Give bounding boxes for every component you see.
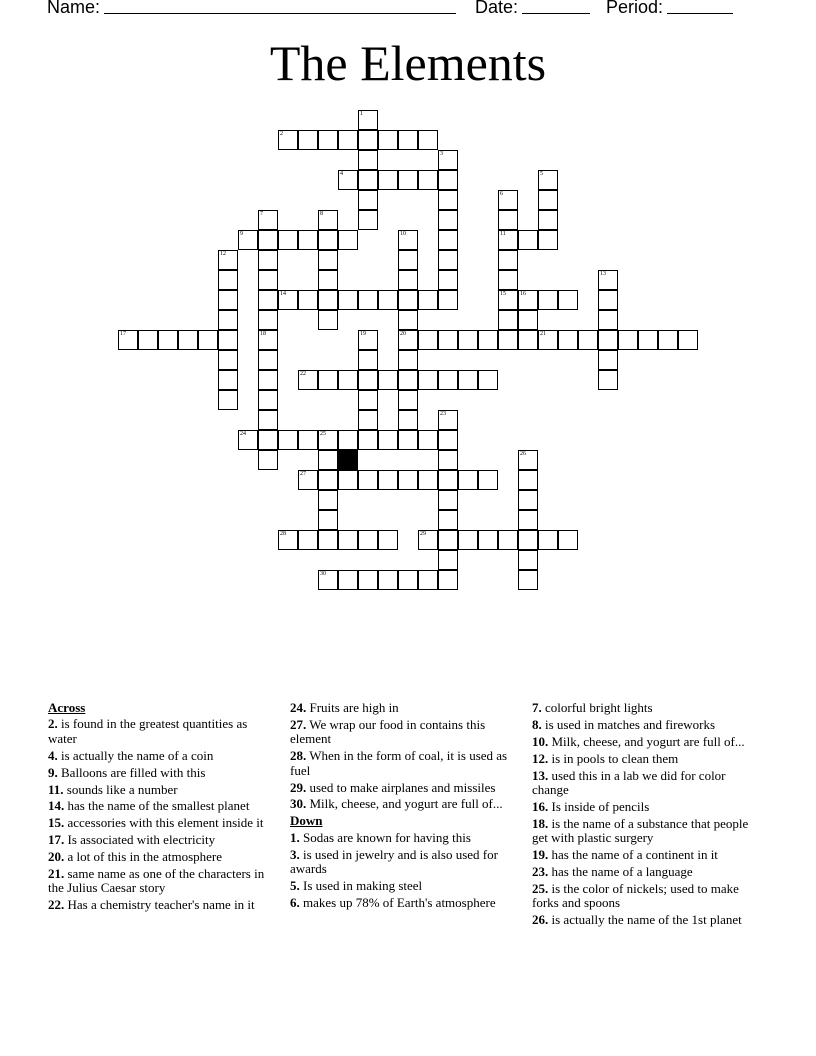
crossword-cell[interactable] (578, 330, 598, 350)
clue-number: 16 (520, 291, 526, 297)
crossword-cell[interactable] (278, 530, 298, 550)
clue-number: 3 (440, 151, 443, 157)
clue-number: 8 (320, 211, 323, 217)
crossword-cell[interactable] (358, 370, 378, 390)
crossword-cell[interactable] (398, 470, 418, 490)
crossword-cell[interactable] (518, 530, 538, 550)
crossword-cell[interactable] (338, 290, 358, 310)
crossword-cell[interactable] (358, 170, 378, 190)
clue-down-5: 5. Is used in making steel (290, 877, 423, 893)
crossword-cell[interactable] (498, 310, 518, 330)
crossword-cell[interactable] (398, 130, 418, 150)
clue-number: 7 (260, 211, 263, 217)
crossword-cell[interactable] (518, 470, 538, 490)
crossword-cell[interactable] (378, 470, 398, 490)
clue-down-3: 3. is used in jewelry and is also used for awards (290, 846, 498, 877)
crossword-cell[interactable] (598, 330, 618, 350)
clue-across-27: 27. We wrap our food in contains this element (290, 716, 486, 747)
crossword-cell[interactable] (598, 350, 618, 370)
crossword-cell[interactable] (538, 230, 558, 250)
clue-number: 23 (440, 411, 446, 417)
clue-number: 27 (300, 471, 306, 477)
crossword-cell[interactable] (378, 570, 398, 590)
crossword-cell[interactable] (358, 130, 378, 150)
crossword-cell[interactable] (458, 370, 478, 390)
crossword-cell[interactable] (538, 190, 558, 210)
crossword-cell[interactable] (438, 530, 458, 550)
clue-across-9: 9. Balloons are filled with this (48, 764, 206, 780)
crossword-cell[interactable] (358, 330, 378, 350)
crossword-cell[interactable] (358, 530, 378, 550)
crossword-cell[interactable] (418, 290, 438, 310)
crossword-cell[interactable] (318, 210, 338, 230)
crossword-cell[interactable] (498, 270, 518, 290)
crossword-cell[interactable] (418, 530, 438, 550)
crossword-cell[interactable] (318, 530, 338, 550)
crossword-cell[interactable] (538, 330, 558, 350)
crossword-cell[interactable] (338, 130, 358, 150)
crossword-cell[interactable] (358, 390, 378, 410)
crossword-cell[interactable] (338, 530, 358, 550)
crossword-cell[interactable] (478, 470, 498, 490)
crossword-cell[interactable] (218, 250, 238, 270)
crossword-cell[interactable] (438, 430, 458, 450)
clue-number: 22 (300, 371, 306, 377)
clue-down-12: 12. is in pools to clean them (532, 750, 679, 766)
crossword-cell[interactable] (438, 170, 458, 190)
crossword-cell[interactable] (378, 130, 398, 150)
crossword-cell[interactable] (498, 330, 518, 350)
crossword-cell[interactable] (458, 330, 478, 350)
clue-number: 2 (280, 131, 283, 137)
crossword-cell[interactable] (338, 370, 358, 390)
clue-down-16: 16. Is inside of pencils (532, 798, 650, 814)
clue-number: 1 (360, 111, 363, 117)
crossword-cell[interactable] (318, 230, 338, 250)
crossword-cell[interactable] (298, 370, 318, 390)
clue-down-23: 23. has the name of a language (532, 864, 693, 880)
crossword-cell[interactable] (518, 510, 538, 530)
clue-column-3 (532, 701, 764, 930)
crossword-cell[interactable] (398, 390, 418, 410)
crossword-cell[interactable] (318, 290, 338, 310)
clue-number: 11 (500, 231, 506, 237)
clue-number: 14 (280, 291, 286, 297)
crossword-cell[interactable] (438, 550, 458, 570)
crossword-cell[interactable] (398, 250, 418, 270)
crossword-cell[interactable] (478, 370, 498, 390)
crossword-cell[interactable] (378, 370, 398, 390)
clue-across-28: 28. When in the form of coal, it is used as fuel (290, 748, 508, 778)
crossword-cell[interactable] (258, 370, 278, 390)
crossword-cell[interactable] (518, 230, 538, 250)
crossword-cell[interactable] (218, 290, 238, 310)
crossword-cell[interactable] (438, 190, 458, 210)
clue-down-10: 10. Milk, cheese, and yogurt are full of... (532, 733, 745, 749)
crossword-cell[interactable] (438, 490, 458, 510)
crossword-cell[interactable] (118, 330, 138, 350)
crossword-cell[interactable] (438, 270, 458, 290)
clue-down-13: 13. used this in a lab we did for color change (532, 767, 726, 798)
crossword-cell[interactable] (398, 410, 418, 430)
crossword-cell[interactable] (458, 530, 478, 550)
clue-across-22: 22. Has a chemistry teacher's name in it (48, 897, 255, 913)
crossword-cell[interactable] (518, 550, 538, 570)
across-heading: Across (48, 700, 86, 715)
crossword-cell[interactable] (258, 450, 278, 470)
clue-number: 21 (540, 331, 546, 337)
crossword-cell[interactable] (178, 330, 198, 350)
crossword-cell[interactable] (358, 110, 378, 130)
crossword-cell[interactable] (218, 310, 238, 330)
crossword-cell[interactable] (438, 290, 458, 310)
crossword-cell[interactable] (318, 450, 338, 470)
crossword-cell[interactable] (258, 230, 278, 250)
crossword-cell[interactable] (278, 290, 298, 310)
crossword-cell[interactable] (498, 230, 518, 250)
crossword-cell[interactable] (298, 290, 318, 310)
clue-column-1 (48, 701, 276, 915)
name-label: Name: (47, 0, 101, 17)
crossword-cell[interactable] (258, 410, 278, 430)
crossword-cell[interactable] (438, 210, 458, 230)
crossword-cell[interactable] (318, 310, 338, 330)
crossword-cell[interactable] (398, 270, 418, 290)
crossword-cell[interactable] (218, 350, 238, 370)
crossword-cell[interactable] (318, 370, 338, 390)
crossword-cell[interactable] (218, 330, 238, 350)
crossword-cell[interactable] (318, 250, 338, 270)
crossword-cell[interactable] (398, 430, 418, 450)
crossword-cell[interactable] (438, 150, 458, 170)
black-square (338, 450, 358, 470)
clue-down-18: 18. is the name of a substance that people get with plastic surgery (532, 815, 749, 846)
crossword-cell[interactable] (258, 290, 278, 310)
crossword-cell[interactable] (438, 410, 458, 430)
crossword-cell[interactable] (598, 270, 618, 290)
clue-down-1: 1. Sodas are known for having this (290, 829, 471, 845)
crossword-cell[interactable] (298, 130, 318, 150)
crossword-cell[interactable] (338, 570, 358, 590)
crossword-cell[interactable] (258, 430, 278, 450)
crossword-cell[interactable] (358, 470, 378, 490)
crossword-cell[interactable] (558, 530, 578, 550)
crossword-cell[interactable] (358, 350, 378, 370)
crossword-cell[interactable] (158, 330, 178, 350)
crossword-cell[interactable] (398, 230, 418, 250)
clue-down-7: 7. colorful bright lights (532, 700, 653, 715)
crossword-cell[interactable] (418, 130, 438, 150)
crossword-cell[interactable] (638, 330, 658, 350)
crossword-cell[interactable] (318, 570, 338, 590)
crossword-cell[interactable] (518, 570, 538, 590)
crossword-cell[interactable] (378, 290, 398, 310)
clue-number: 24 (240, 431, 246, 437)
crossword-cell[interactable] (358, 570, 378, 590)
clue-across-20: 20. a lot of this in the atmosphere (48, 849, 223, 865)
crossword-cell[interactable] (258, 390, 278, 410)
clue-down-19: 19. has the name of a continent in it (532, 847, 718, 863)
crossword-cell[interactable] (498, 250, 518, 270)
crossword-cell[interactable] (298, 530, 318, 550)
clue-across-14: 14. has the name of the smallest planet (48, 798, 250, 814)
crossword-cell[interactable] (318, 270, 338, 290)
crossword-cell[interactable] (538, 290, 558, 310)
clue-number: 9 (240, 231, 243, 237)
crossword-cell[interactable] (258, 270, 278, 290)
crossword-cell[interactable] (258, 210, 278, 230)
clue-number: 10 (400, 231, 406, 237)
clue-across-4: 4. is actually the name of a coin (48, 747, 214, 763)
crossword-cell[interactable] (438, 570, 458, 590)
crossword-cell[interactable] (298, 230, 318, 250)
crossword-cell[interactable] (338, 430, 358, 450)
crossword-cell[interactable] (518, 490, 538, 510)
clue-down-25: 25. is the color of nickels; used to make forks and spoons (532, 880, 739, 911)
crossword-cell[interactable] (338, 170, 358, 190)
crossword-cell[interactable] (478, 330, 498, 350)
crossword-cell[interactable] (418, 570, 438, 590)
clue-across-11: 11. sounds like a number (48, 781, 178, 797)
clue-across-21: 21. same name as one of the characters in the Julius Caesar story (48, 866, 265, 896)
crossword-cell[interactable] (218, 270, 238, 290)
clue-across-15: 15. accessories with this element inside it (48, 815, 264, 831)
clue-number: 4 (340, 171, 343, 177)
crossword-cell[interactable] (258, 250, 278, 270)
clue-number: 26 (520, 451, 526, 457)
clue-number: 17 (120, 331, 126, 337)
crossword-cell[interactable] (418, 470, 438, 490)
crossword-cell[interactable] (358, 190, 378, 210)
crossword-cell[interactable] (218, 390, 238, 410)
crossword-cell[interactable] (298, 470, 318, 490)
crossword-cell[interactable] (278, 430, 298, 450)
crossword-cell[interactable] (538, 170, 558, 190)
crossword-cell[interactable] (398, 370, 418, 390)
crossword-cell[interactable] (618, 330, 638, 350)
crossword-cell[interactable] (218, 370, 238, 390)
crossword-cell[interactable] (398, 290, 418, 310)
crossword-cell[interactable] (358, 150, 378, 170)
crossword-cell[interactable] (398, 330, 418, 350)
clue-number: 25 (320, 431, 326, 437)
crossword-cell[interactable] (318, 510, 338, 530)
crossword-cell[interactable] (558, 330, 578, 350)
down-heading: Down (290, 813, 323, 829)
crossword-cell[interactable] (318, 470, 338, 490)
crossword-cell[interactable] (298, 430, 318, 450)
clue-number: 15 (500, 291, 506, 297)
crossword-cell[interactable] (358, 430, 378, 450)
crossword-cell[interactable] (658, 330, 678, 350)
crossword-cell[interactable] (398, 310, 418, 330)
crossword-cell[interactable] (478, 530, 498, 550)
crossword-cell[interactable] (538, 530, 558, 550)
clue-down-8: 8. is used in matches and fireworks (532, 716, 716, 732)
clue-across-30: 30. Milk, cheese, and yogurt are full of... (290, 796, 503, 812)
crossword-cell[interactable] (278, 130, 298, 150)
crossword-cell[interactable] (438, 470, 458, 490)
crossword-cell[interactable] (438, 450, 458, 470)
clue-across-17: 17. Is associated with electricity (48, 832, 216, 848)
crossword-cell[interactable] (678, 330, 698, 350)
clue-number: 12 (220, 251, 226, 257)
crossword-cell[interactable] (378, 170, 398, 190)
crossword-cell[interactable] (398, 570, 418, 590)
crossword-cell[interactable] (358, 410, 378, 430)
clue-number: 19 (360, 331, 366, 337)
crossword-cell[interactable] (518, 330, 538, 350)
crossword-cell[interactable] (338, 230, 358, 250)
crossword-cell[interactable] (518, 290, 538, 310)
clue-number: 29 (420, 531, 426, 537)
crossword-cell[interactable] (418, 170, 438, 190)
clue-across-24: 24. Fruits are high in (290, 700, 399, 715)
crossword-cell[interactable] (358, 290, 378, 310)
clue-down-26: 26. is actually the name of the 1st planet (532, 912, 742, 928)
crossword-cell[interactable] (558, 290, 578, 310)
crossword-cell[interactable] (418, 430, 438, 450)
crossword-cell[interactable] (318, 430, 338, 450)
crossword-cell[interactable] (258, 310, 278, 330)
crossword-cell[interactable] (358, 210, 378, 230)
clue-number: 30 (320, 571, 326, 577)
crossword-cell[interactable] (338, 470, 358, 490)
period-label: Period: (606, 0, 664, 17)
clue-across-29: 29. used to make airplanes and missiles (290, 779, 496, 795)
clue-number: 20 (400, 331, 406, 337)
page-title: The Elements (269, 35, 547, 91)
crossword-cell[interactable] (238, 230, 258, 250)
crossword-cell[interactable] (418, 370, 438, 390)
crossword-cell[interactable] (258, 350, 278, 370)
clue-column-2 (290, 701, 516, 913)
crossword-cell[interactable] (498, 190, 518, 210)
crossword-cell[interactable] (378, 530, 398, 550)
crossword-cell[interactable] (258, 330, 278, 350)
crossword-cell[interactable] (438, 250, 458, 270)
clue-number: 28 (280, 531, 286, 537)
crossword-cell[interactable] (398, 350, 418, 370)
crossword-cell[interactable] (138, 330, 158, 350)
crossword-cell[interactable] (378, 430, 398, 450)
crossword-cell[interactable] (278, 230, 298, 250)
clue-number: 5 (540, 171, 543, 177)
crossword-cell[interactable] (418, 330, 438, 350)
crossword-cell[interactable] (598, 370, 618, 390)
crossword-cell[interactable] (598, 310, 618, 330)
crossword-cell[interactable] (438, 330, 458, 350)
crossword-cell[interactable] (318, 490, 338, 510)
crossword-cell[interactable] (318, 130, 338, 150)
crossword-cell[interactable] (438, 510, 458, 530)
crossword-cell[interactable] (398, 170, 418, 190)
crossword-cell[interactable] (498, 530, 518, 550)
clue-number: 6 (500, 191, 503, 197)
clue-down-6: 6. makes up 78% of Earth's atmosphere (290, 894, 496, 910)
clue-number: 13 (600, 271, 606, 277)
clue-across-2: 2. is found in the greatest quantities as water (48, 716, 248, 746)
crossword-cell[interactable] (518, 450, 538, 470)
date-label: Date: (475, 0, 519, 17)
crossword-cell[interactable] (498, 290, 518, 310)
crossword-cell[interactable] (238, 430, 258, 450)
clue-number: 18 (260, 331, 266, 337)
crossword-cell[interactable] (538, 210, 558, 230)
crossword-cell[interactable] (598, 290, 618, 310)
crossword-cell[interactable] (498, 210, 518, 230)
crossword-cell[interactable] (458, 470, 478, 490)
crossword-cell[interactable] (438, 230, 458, 250)
crossword-cell[interactable] (438, 370, 458, 390)
crossword-cell[interactable] (198, 330, 218, 350)
crossword-cell[interactable] (518, 310, 538, 330)
